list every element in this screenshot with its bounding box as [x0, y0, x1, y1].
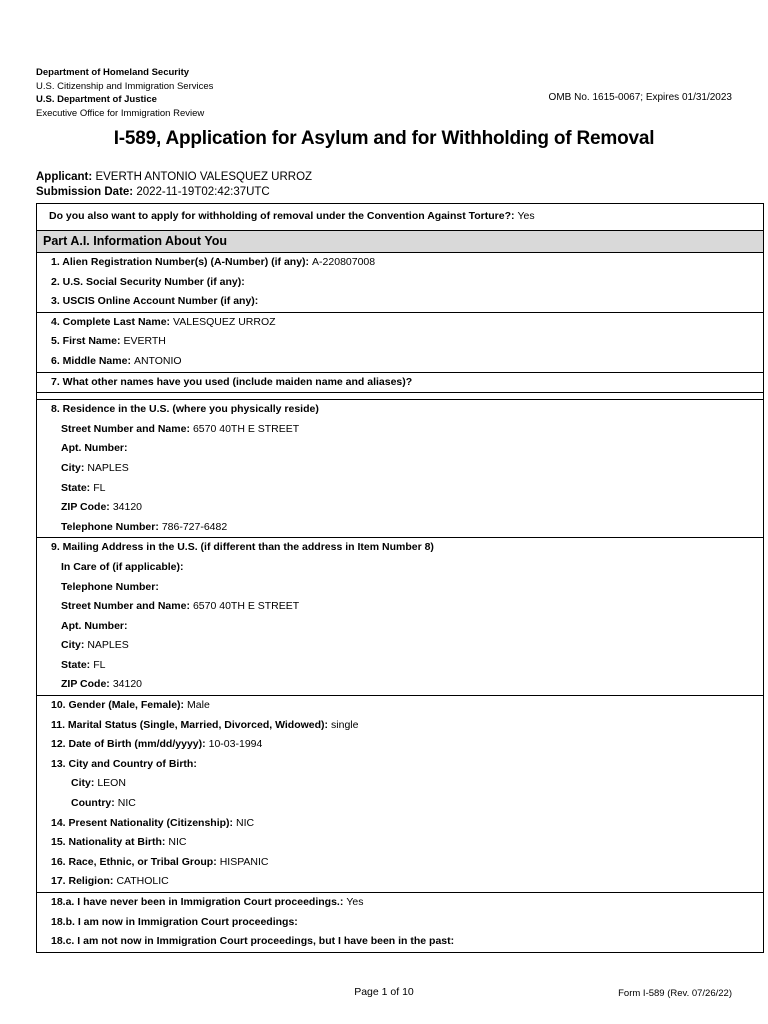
q1-label: 1. Alien Registration Number(s) (A-Number) (if any):: [51, 256, 310, 268]
q1-row: [37, 253, 763, 273]
q9-zip-label: ZIP Code:: [61, 678, 110, 691]
q18c-row: [37, 932, 763, 953]
q9-street-label: Street Number and Name:: [61, 600, 190, 613]
q1-value: A-220807008: [312, 256, 376, 268]
eoir-label: Executive Office for Immigration Review: [36, 107, 205, 119]
q2-label: 2. U.S. Social Security Number (if any):: [51, 275, 245, 288]
q8-apt-label: Apt. Number:: [61, 442, 128, 455]
form-revision: Form I-589 (Rev. 07/26/22): [618, 988, 732, 999]
q9-state-row: [37, 656, 763, 676]
q3-row: [37, 292, 763, 312]
q14-value: NIC: [236, 816, 255, 829]
q13-city-row: [37, 774, 763, 794]
q13-country-row: [37, 794, 763, 814]
q12-label: 12. Date of Birth (mm/dd/yyyy):: [51, 738, 206, 751]
q8-state-row: [37, 479, 763, 499]
q17-row: [37, 872, 763, 892]
q8-label: 8. Residence in the U.S. (where you physically reside): [51, 403, 319, 416]
cat-row: [37, 204, 763, 230]
q4-row: [37, 312, 763, 333]
page-number: Page 1 of 10: [354, 986, 414, 998]
q7-row: [37, 372, 763, 393]
q9-city-value: NAPLES: [87, 639, 129, 652]
q14-row: [37, 814, 763, 834]
q18b-row: [37, 913, 763, 933]
q8-phone-value: 786-727-6482: [161, 520, 228, 533]
section-divider: [37, 392, 763, 399]
applicant-label: Applicant:: [36, 171, 93, 183]
q15-value: NIC: [168, 836, 187, 849]
form-title: I-589, Application for Asylum and for Withholding of Removal: [113, 128, 655, 149]
q9-care-label: In Care of (if applicable):: [61, 560, 184, 573]
q8-zip-row: [37, 498, 763, 518]
q13-row: [37, 755, 763, 775]
q2-row: [37, 273, 763, 293]
q8-zip-value: 34120: [112, 501, 143, 514]
q15-label: 15. Nationality at Birth:: [51, 836, 166, 849]
q16-value: HISPANIC: [219, 855, 269, 868]
cat-label: Do you also want to apply for withholding of removal under the Convention Against Torture?:: [49, 210, 515, 222]
q18b-label: 18.b. I am now in Immigration Court proceedings:: [51, 915, 298, 928]
q9-apt-row: [37, 617, 763, 637]
q8-city-label: City:: [61, 461, 85, 474]
q14-label: 14. Present Nationality (Citizenship):: [51, 816, 234, 829]
q12-row: [37, 735, 763, 755]
q9-phone-label: Telephone Number:: [61, 580, 159, 593]
agency-header: [36, 66, 213, 120]
q16-row: [37, 853, 763, 873]
q9-apt-label: Apt. Number:: [61, 619, 128, 632]
q12-value: 10-03-1994: [208, 738, 263, 751]
q9-row: [37, 537, 763, 558]
q8-street-value: 6570 40TH E STREET: [192, 422, 300, 435]
q9-state-label: State:: [61, 658, 91, 671]
q10-value: Male: [187, 699, 210, 712]
q8-city-value: NAPLES: [87, 461, 129, 474]
q8-phone-label: Telephone Number:: [61, 520, 159, 533]
q11-value: single: [331, 718, 359, 731]
q17-value: CATHOLIC: [116, 875, 169, 888]
q4-label: 4. Complete Last Name:: [51, 315, 171, 328]
q9-zip-row: [37, 675, 763, 695]
form-body: [36, 203, 764, 953]
q18a-row: [37, 892, 763, 913]
q8-street-row: [37, 420, 763, 440]
cat-value: Yes: [517, 210, 535, 222]
q15-row: [37, 833, 763, 853]
q11-row: [37, 716, 763, 736]
q5-label: 5. First Name:: [51, 335, 121, 348]
q13-city-value: LEON: [97, 777, 126, 790]
omb-number: OMB No. 1615-0067; Expires 01/31/2023: [548, 92, 732, 103]
q11-label: 11. Marital Status (Single, Married, Divorced, Widowed):: [51, 718, 329, 731]
submission-line: [36, 185, 312, 200]
q13-label: 13. City and Country of Birth:: [51, 757, 197, 770]
q18c-label: 18.c. I am not now in Immigration Court proceedings, but I have been in the past:: [51, 935, 455, 948]
q13-city-label: City:: [71, 777, 95, 790]
q6-row: [37, 352, 763, 372]
q4-value: VALESQUEZ URROZ: [173, 315, 276, 328]
q9-zip-value: 34120: [112, 678, 143, 691]
q9-phone-row: [37, 578, 763, 598]
doj-label: U.S. Department of Justice: [36, 94, 157, 105]
part-ai-heading: Part A.I. Information About You: [37, 230, 763, 253]
q5-row: [37, 332, 763, 352]
submission-label: Submission Date:: [36, 186, 134, 198]
q6-value: ANTONIO: [133, 354, 182, 367]
q13-country-label: Country:: [71, 797, 115, 810]
q17-label: 17. Religion:: [51, 875, 114, 888]
q10-label: 10. Gender (Male, Female):: [51, 699, 185, 712]
q9-care-row: [37, 558, 763, 578]
applicant-line: [36, 170, 312, 185]
applicant-value: EVERTH ANTONIO VALESQUEZ URROZ: [95, 171, 313, 183]
q8-apt-row: [37, 439, 763, 459]
q8-state-value: FL: [93, 481, 106, 494]
q8-zip-label: ZIP Code:: [61, 501, 110, 514]
q9-street-row: [37, 597, 763, 617]
dhs-label: Department of Homeland Security: [36, 67, 190, 78]
q7-label: 7. What other names have you used (include maiden name and aliases)?: [51, 375, 413, 388]
q18a-label: 18.a. I have never been in Immigration Court proceedings.:: [51, 896, 344, 908]
q5-value: EVERTH: [123, 335, 166, 348]
q3-label: 3. USCIS Online Account Number (if any):: [51, 295, 259, 308]
q8-row: [37, 399, 763, 420]
q10-row: [37, 695, 763, 716]
q6-label: 6. Middle Name:: [51, 354, 131, 367]
q9-city-row: [37, 636, 763, 656]
q18a-value: Yes: [346, 896, 364, 908]
q9-label: 9. Mailing Address in the U.S. (if different than the address in Item Number 8): [51, 541, 434, 554]
submission-value: 2022-11-19T02:42:37UTC: [136, 186, 270, 198]
q9-street-value: 6570 40TH E STREET: [192, 600, 300, 613]
q8-state-label: State:: [61, 481, 91, 494]
q13-country-value: NIC: [117, 797, 136, 810]
q8-city-row: [37, 459, 763, 479]
q16-label: 16. Race, Ethnic, or Tribal Group:: [51, 855, 217, 868]
q9-state-value: FL: [93, 658, 106, 671]
q8-street-label: Street Number and Name:: [61, 422, 190, 435]
q9-city-label: City:: [61, 639, 85, 652]
q8-phone-row: [37, 518, 763, 538]
applicant-meta: [36, 170, 312, 200]
uscis-label: U.S. Citizenship and Immigration Services: [36, 80, 214, 92]
